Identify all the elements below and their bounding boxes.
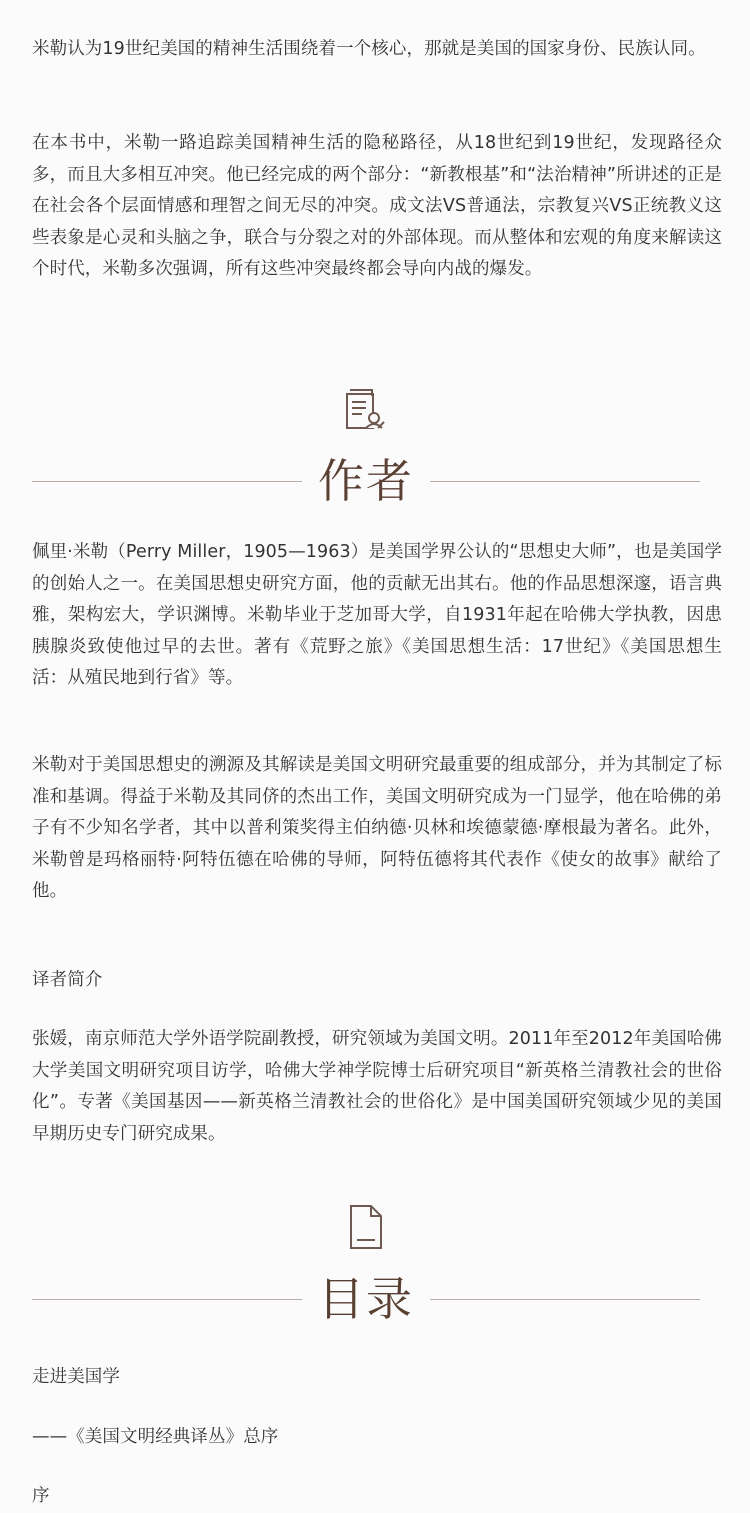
- author-paragraph-1: 佩里·米勒（Perry Miller，1905—1963）是美国学界公认的“思想史大师”，也是美国学的创始人之一。在美国思想史研究方面，他的贡献无出其右。他的作品思想深邃，语言典雅，架构宏大，学识渊博。米勒毕业于芝加哥大学，自1931年起在哈佛大学执教，因患胰腺炎致使他过早的去世。著有《荒野之旅》《美国思想生活：17世纪》《美国思想生活：从殖民地到行省》等。: [32, 542, 722, 688]
- document-edit-icon: [344, 384, 388, 436]
- toc-item: ——《美国文明经典译丛》总序: [32, 1427, 279, 1447]
- divider-right: [430, 481, 700, 482]
- toc-item: 序: [32, 1486, 50, 1506]
- intro-paragraph-2: 在本书中，米勒一路追踪美国精神生活的隐秘路径，从18世纪到19世纪，发现路径众多，而且大多相互冲突。他已经完成的两个部分：“新教根基”和“法治精神”所讲述的正是在社会各个层面情感和理智之间无尽的冲突。成文法VS普通法，宗教复兴VS正统教义这些表象是心灵和头脑之争，联合与分裂之对的外部体现。而从整体和宏观的角度来解读这个时代，米勒多次强调，所有这些冲突最终都会导向内战的爆发。: [32, 133, 722, 279]
- toc-section-header: [32, 1270, 700, 1330]
- author-section-title: 作者: [318, 454, 414, 508]
- intro-paragraph-1: 米勒认为19世纪美国的精神生活围绕着一个核心，那就是美国的国家身份、民族认同。: [32, 39, 706, 59]
- toc-section-title: 目录: [318, 1272, 414, 1326]
- translator-paragraph: 张媛，南京师范大学外语学院副教授，研究领域为美国文明。2011年至2012年美国哈佛大学美国文明研究项目访学，哈佛大学神学院博士后研究项目“新英格兰清教社会的世俗化”。专著《美国基因——新英格兰清教社会的世俗化》是中国美国研究领域少见的美国早期历史专门研究成果。: [32, 1029, 722, 1144]
- translator-heading: 译者简介: [32, 970, 103, 990]
- author-section-header: [32, 452, 700, 512]
- document-icon: [345, 1202, 389, 1254]
- divider-left: [32, 1299, 302, 1300]
- toc-item: 走进美国学: [32, 1367, 120, 1387]
- divider-left: [32, 481, 302, 482]
- author-paragraph-2: 米勒对于美国思想史的溯源及其解读是美国文明研究最重要的组成部分，并为其制定了标准和基调。得益于米勒及其同侪的杰出工作，美国文明研究成为一门显学，他在哈佛的弟子有不少知名学者，其中以普利策奖得主伯纳德·贝林和埃德蒙德·摩根最为著名。此外，米勒曾是玛格丽特·阿特伍德在哈佛的导师，阿特伍德将其代表作《使女的故事》献给了他。: [32, 755, 722, 901]
- divider-right: [430, 1299, 700, 1300]
